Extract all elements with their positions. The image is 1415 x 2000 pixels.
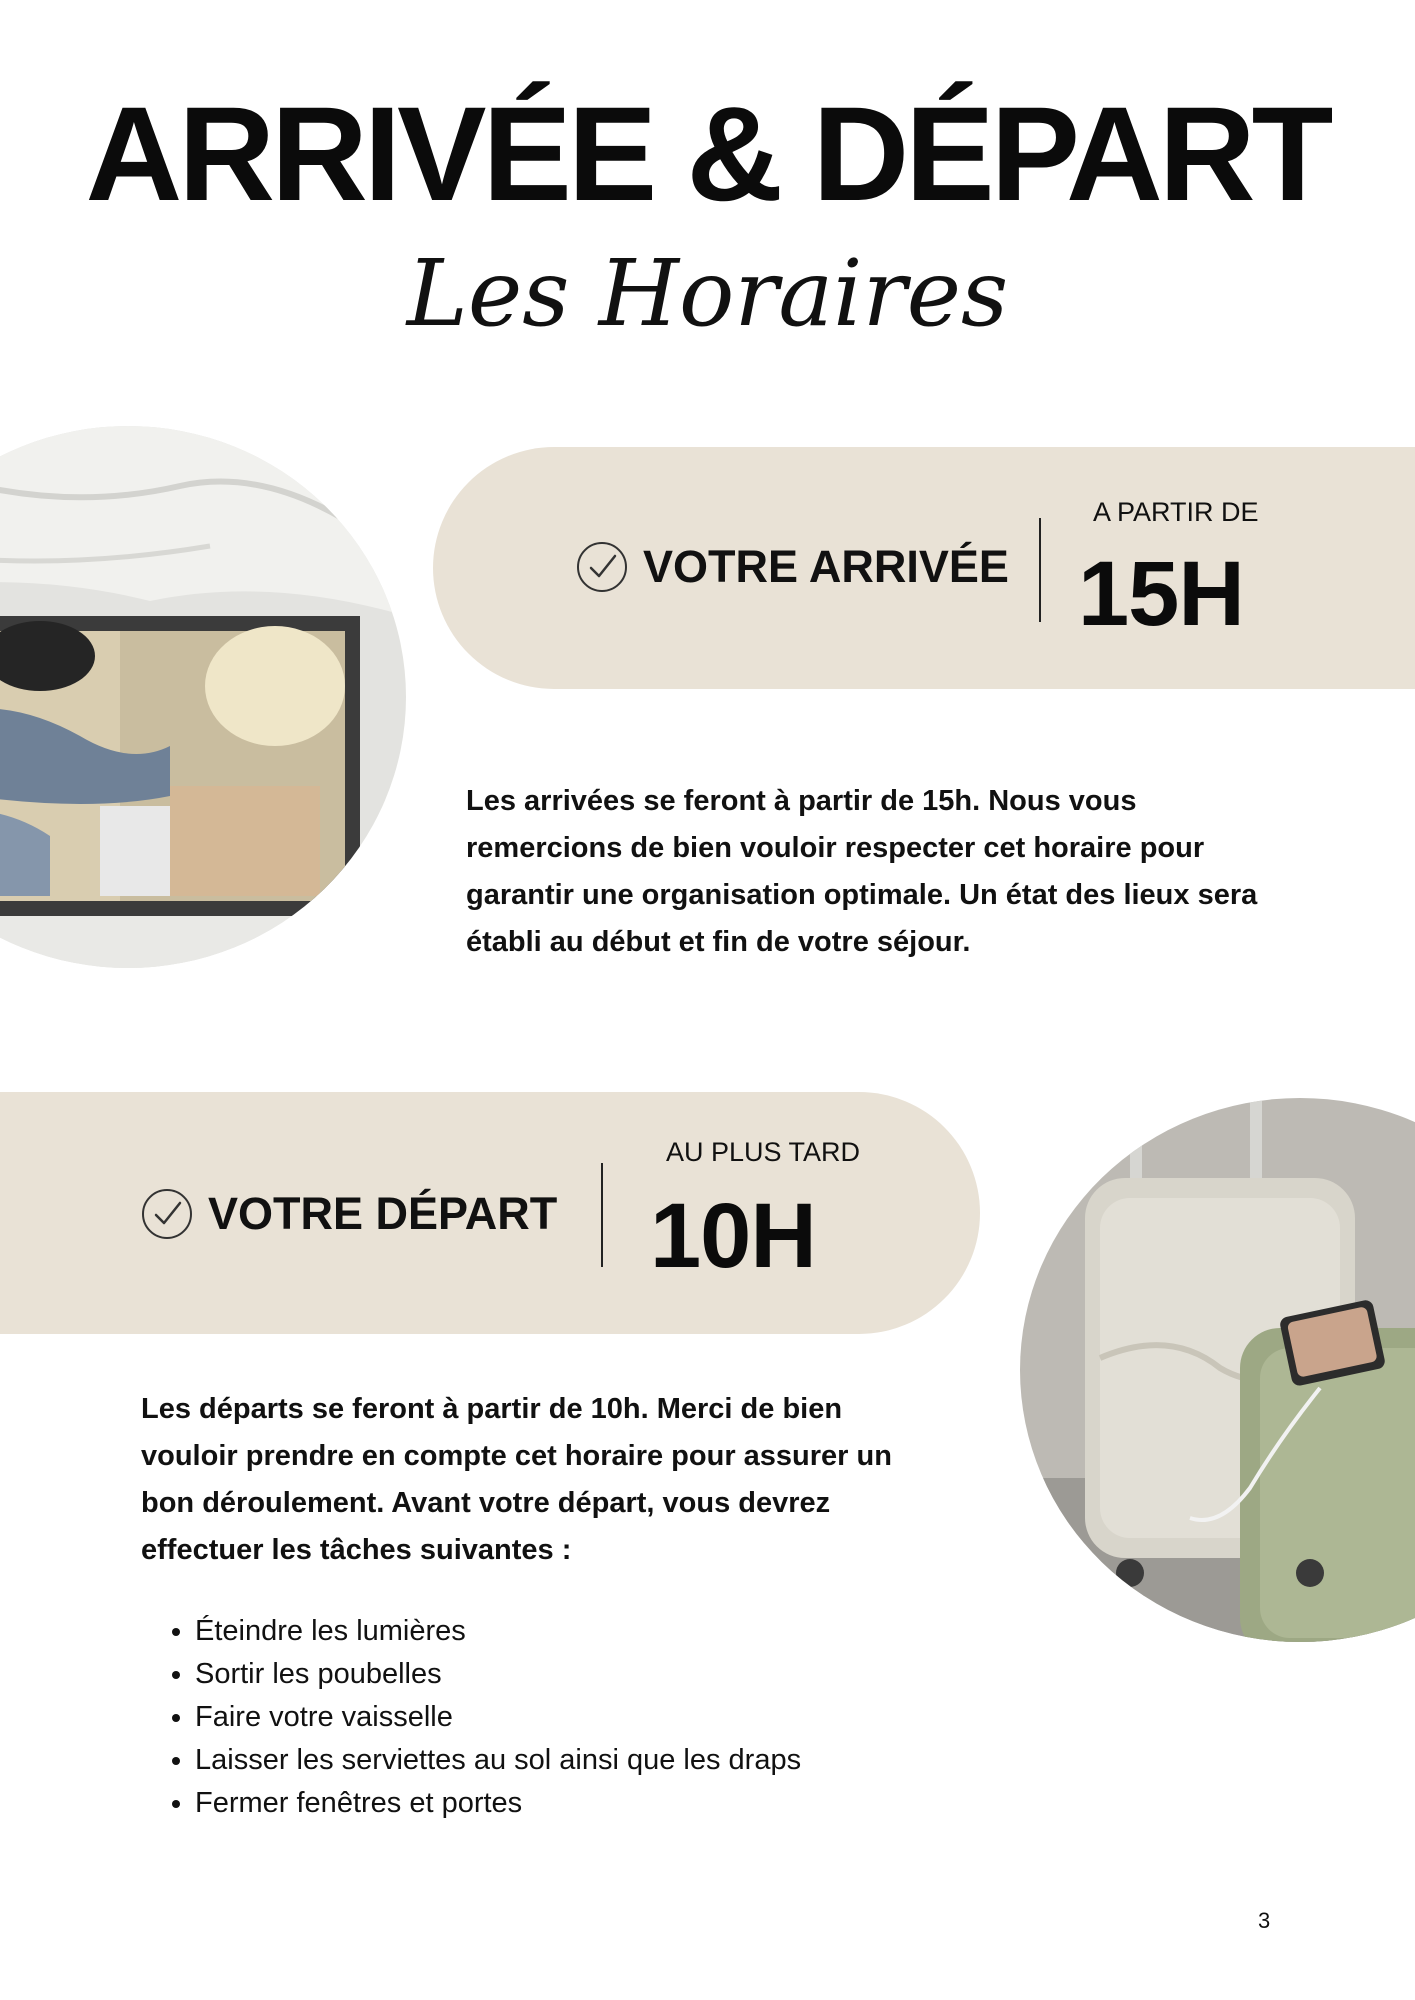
departure-label-group	[140, 1187, 557, 1241]
arrival-description: Les arrivées se feront à partir de 15h. Nous vous remercions de bien vouloir respecter cet horaire pour garantir une organisation optimale. Un état des lieux sera établi au début et fin de votre séjour.	[466, 785, 1258, 958]
list-item: • Fermer fenêtres et portes	[195, 1782, 801, 1825]
check-circle-icon	[140, 1187, 194, 1241]
page-number: 3	[1258, 1908, 1271, 1933]
departure-task-list	[140, 1610, 801, 1825]
suitcase-photo	[0, 426, 406, 968]
departure-description: Les départs se feront à partir de 10h. Merci de bien vouloir prendre en compte cet horaire pour assurer un bon déroulement. Avant votre départ, vous devrez effectuer les tâches suivantes :	[141, 1393, 892, 1566]
arrival-divider	[1039, 518, 1041, 622]
arrival-qualifier: A PARTIR DE	[1093, 497, 1259, 527]
arrival-label: VOTRE ARRIVÉE	[643, 541, 1009, 592]
luggage-photo	[1020, 1098, 1415, 1642]
departure-time: 10H	[650, 1185, 816, 1287]
list-item: • Sortir les poubelles	[195, 1653, 801, 1696]
list-item: • Éteindre les lumières	[195, 1610, 801, 1653]
arrival-time: 15H	[1078, 543, 1244, 645]
departure-qualifier: AU PLUS TARD	[666, 1137, 861, 1167]
page-title: ARRIVÉE & DÉPART	[85, 80, 1330, 229]
departure-divider	[601, 1163, 603, 1267]
arrival-label-group	[575, 540, 1009, 594]
departure-label: VOTRE DÉPART	[208, 1188, 558, 1239]
check-circle-icon	[575, 540, 629, 594]
list-item: • Faire votre vaisselle	[195, 1696, 801, 1739]
page-subtitle: Les Horaires	[406, 240, 1009, 347]
list-item: • Laisser les serviettes au sol ainsi que les draps	[195, 1739, 801, 1782]
